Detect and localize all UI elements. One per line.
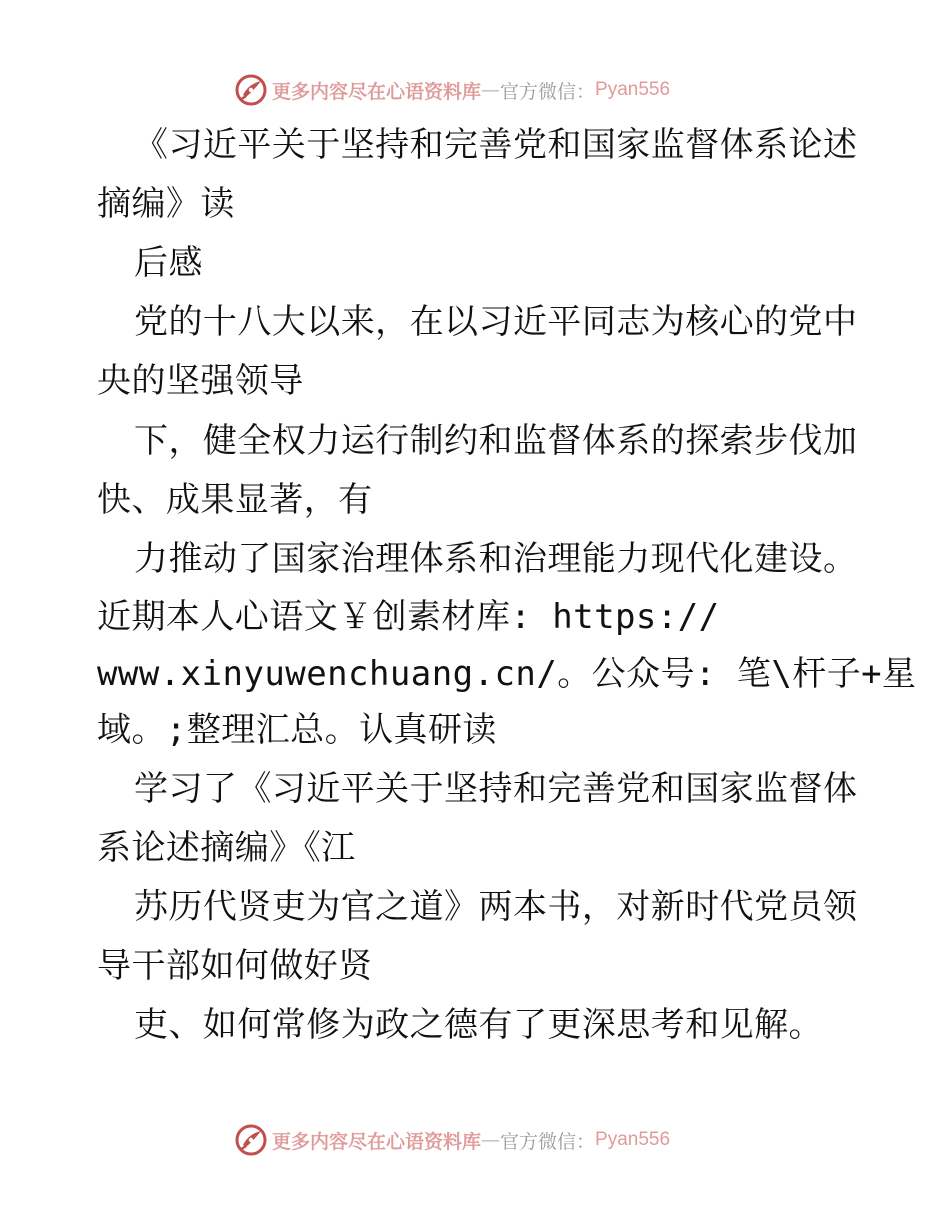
text-line: 学习了《习近平关于坚持和完善党和国家监督体 <box>134 769 858 809</box>
text-line: 苏历代贤吏为官之道》两本书，对新时代党员领 <box>134 887 858 927</box>
watermark-wechat-id: Pyan556 <box>595 1129 671 1150</box>
text-line: 近期本人心语文￥创素材库: https:// <box>97 597 720 637</box>
text-line: 导干部如何做好贤 <box>97 946 373 986</box>
watermark-dash: — <box>481 79 501 101</box>
pen-logo-icon <box>234 1123 268 1157</box>
text-line: 下，健全权力运行制约和监督体系的探索步伐加 <box>134 421 858 461</box>
text-line: 力推动了国家治理体系和治理能力现代化建设。 <box>134 539 858 579</box>
text-line: 域。;整理汇总。认真研读 <box>97 710 497 750</box>
text-line: 党的十八大以来，在以习近平同志为核心的党中 <box>134 302 858 342</box>
text-line: 系论述摘编》《江 <box>97 828 356 868</box>
text-line: 《习近平关于坚持和完善党和国家监督体系论述 <box>134 125 858 165</box>
watermark-brand-text: 更多内容尽在心语资料库 <box>272 1130 482 1153</box>
text-line: 央的坚强领导 <box>97 361 304 401</box>
text-line: 后感 <box>134 243 203 283</box>
text-line: www.xinyuwenchuang.cn/。公众号: 笔\杆子+星 <box>97 654 917 694</box>
pen-logo-icon <box>234 73 268 107</box>
watermark-dash: — <box>481 1129 501 1151</box>
text-line: 快、成果显著，有 <box>97 480 373 520</box>
footer-watermark <box>234 1120 754 1160</box>
watermark-wechat-label: 官方微信： <box>500 80 596 103</box>
watermark-wechat-id: Pyan556 <box>595 79 671 100</box>
header-watermark <box>234 70 754 110</box>
watermark-wechat-label: 官方微信： <box>500 1130 596 1153</box>
watermark-brand-text: 更多内容尽在心语资料库 <box>272 80 482 103</box>
text-line: 摘编》读 <box>97 184 235 224</box>
text-line: 吏、如何常修为政之德有了更深思考和见解。 <box>134 1005 823 1045</box>
